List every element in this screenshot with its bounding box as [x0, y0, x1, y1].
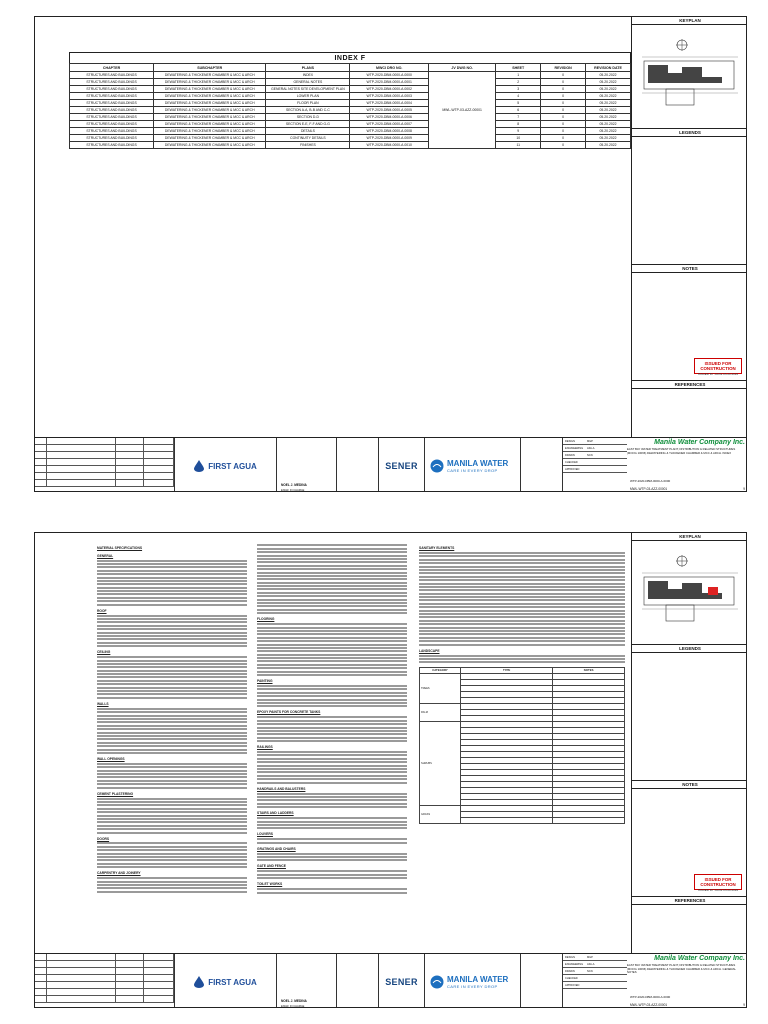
keyplan-drawing — [636, 31, 744, 125]
cell-revision: 0 — [541, 128, 586, 135]
cell-plan: SECTION E-E, F-F AND G-G — [266, 121, 350, 128]
index-row — [70, 107, 631, 114]
cell-revision-date: 05.20.2022 — [586, 86, 631, 93]
cell-plan: CONTINUITY DETAILS — [266, 135, 350, 142]
cell-plan: GENERAL NOTES — [266, 79, 350, 86]
drawing-code: WTP-2020-DBM-0000-A.0000 — [630, 479, 671, 483]
signatory-role: ENGR. IN CHARGE — [281, 489, 305, 492]
heading-roof: ROOF — [97, 608, 107, 613]
signatory-cell — [277, 954, 337, 1008]
cell-chapter: STRUCTURES AND BUILDINGS — [70, 79, 154, 86]
cell-plan: SECTION A-A, B-B AND C-C — [266, 107, 350, 114]
cell-revision: 0 — [541, 121, 586, 128]
drawing-info — [563, 954, 747, 1008]
drawing-number: MWL-WTP-03-AZZ-00001 9 — [630, 1003, 745, 1007]
water-drop-icon — [194, 460, 204, 472]
cell-revision: 0 — [541, 114, 586, 121]
revision-grid — [35, 954, 175, 1008]
heading-wall-openings: WALL OPENINGS — [97, 756, 125, 761]
references-title: REFERENCES — [632, 897, 747, 905]
heading-toilet: TOILET WORKS — [257, 882, 283, 887]
cell-sheet: 5 — [496, 100, 541, 107]
approval-lines: DESIGN MGP ENGINEERING AFA-A DRAWN NCN CHECKED APPROVED — [563, 438, 627, 492]
cell-revision-date: 05.20.2022 — [586, 79, 631, 86]
index-row — [70, 121, 631, 128]
cell-chapter: STRUCTURES AND BUILDINGS — [70, 135, 154, 142]
manila-water-icon — [430, 975, 444, 989]
landscape-cat-shrubs: SHRUBS — [420, 722, 461, 806]
heading-railings: RAILINGS — [257, 745, 273, 750]
client-cell — [521, 438, 563, 492]
cell-mwci-drg: WTP-2020-DBM-0000-A.0009 — [350, 135, 429, 142]
company-name: Manila Water Company Inc. — [654, 955, 745, 962]
cell-subchapter: DEWATERING & THICKENER CHAMBER & MCC & ARCH — [154, 114, 266, 121]
first-agua-logo: FIRST AGUA — [175, 954, 277, 1008]
cell-chapter: STRUCTURES AND BUILDINGS — [70, 86, 154, 93]
index-row — [70, 93, 631, 100]
index-row — [70, 135, 631, 142]
heading-ceiling: CEILING — [97, 650, 111, 655]
heading-sanitary: SANITARY ELEMENTS — [419, 546, 455, 550]
checked-cell — [337, 438, 379, 492]
heading-handrails: HANDRAILS AND BALUSTERS — [257, 786, 306, 791]
cell-plan: GENERAL NOTES SITE DEVELOPMENT PLAN — [266, 86, 350, 93]
water-drop-icon — [194, 976, 204, 988]
cell-sheet: 10 — [496, 135, 541, 142]
cell-sheet: 4 — [496, 93, 541, 100]
cell-chapter: STRUCTURES AND BUILDINGS — [70, 100, 154, 107]
cell-sheet: 3 — [496, 86, 541, 93]
cell-subchapter: DEWATERING & THICKENER CHAMBER & MCC & ARCH — [154, 93, 266, 100]
issued-stamp: ISSUED FOR CONSTRUCTION ISSUED BY DATE 05.20.2022 — [694, 874, 742, 890]
cell-revision: 0 — [541, 79, 586, 86]
col-chapter: CHAPTER — [70, 64, 154, 72]
cell-chapter: STRUCTURES AND BUILDINGS — [70, 128, 154, 135]
cell-sheet: 11 — [496, 142, 541, 149]
notes-box — [632, 789, 747, 897]
cell-revision-date: 05.20.2022 — [586, 107, 631, 114]
cell-subchapter: DEWATERING & THICKENER CHAMBER & MCC & ARCH — [154, 72, 266, 79]
side-panel — [631, 17, 747, 437]
cell-revision: 0 — [541, 107, 586, 114]
index-header-row — [70, 64, 631, 72]
cell-revision: 0 — [541, 135, 586, 142]
cell-mwci-drg: WTP-2020-DBM-0000-A.0004 — [350, 100, 429, 107]
cell-plan: INDEX — [266, 72, 350, 79]
cell-mwci-drg: WTP-2020-DBM-0000-A.0001 — [350, 79, 429, 86]
drawing-area — [35, 533, 631, 953]
cell-revision-date: 05.20.2022 — [586, 135, 631, 142]
client-cell — [521, 954, 563, 1008]
manila-water-icon — [430, 459, 444, 473]
cell-subchapter: DEWATERING & THICKENER CHAMBER & MCC & ARCH — [154, 107, 266, 114]
cell-chapter: STRUCTURES AND BUILDINGS — [70, 142, 154, 149]
sener-logo: SENER — [379, 954, 425, 1008]
index-row — [70, 114, 631, 121]
title-block — [35, 437, 747, 492]
col-sheet: SHEET — [496, 64, 541, 72]
cell-plan: FLOOR PLAN — [266, 100, 350, 107]
cell-revision: 0 — [541, 93, 586, 100]
landscape-cat-grass: GRASS — [420, 806, 461, 824]
keyplan-title: KEYPLAN — [632, 533, 747, 541]
company-name: Manila Water Company Inc. — [654, 439, 745, 446]
cell-revision-date: 05.20.2022 — [586, 128, 631, 135]
cell-mwci-drg: WTP-2020-DBM-0000-A.0000 — [350, 72, 429, 79]
cell-sheet: 1 — [496, 72, 541, 79]
references-box — [632, 389, 747, 429]
issued-stamp: ISSUED FOR CONSTRUCTION ISSUED BY DATE 05.20.2022 — [694, 358, 742, 374]
cell-subchapter: DEWATERING & THICKENER CHAMBER & MCC & ARCH — [154, 128, 266, 135]
cell-revision-date: 05.20.2022 — [586, 142, 631, 149]
heading-epoxy: EPOXY PAINTS FOR CONCRETE TANKS — [257, 710, 321, 715]
landscape-cat-palm: PALM — [420, 704, 461, 722]
cell-sheet: 2 — [496, 79, 541, 86]
drawing-sheet-general-notes — [34, 532, 747, 1008]
heading-general: GENERAL — [97, 553, 114, 558]
signatory-name: NOEL J. MEDINA — [281, 483, 307, 487]
drawing-info — [563, 438, 747, 492]
keyplan — [632, 25, 747, 129]
title-block — [35, 953, 747, 1008]
notes-box — [632, 273, 747, 381]
signatory-role: ENGR. IN CHARGE — [281, 1005, 305, 1008]
landscape-cat-trees: TREES — [420, 674, 461, 704]
col-mwci: MWCI DRG NO. — [350, 64, 429, 72]
heading-walls: WALLS — [97, 701, 109, 706]
side-panel — [631, 533, 747, 953]
cell-chapter: STRUCTURES AND BUILDINGS — [70, 93, 154, 100]
project-title: EAST BAY WATER TREATMENT PLANT, DISTRIBUTION & RELATED STRUCTURES (MOOG 10066) DEWATERING & THICKENER CHAMBER & MCC & ARCH. INDEX — [627, 447, 736, 455]
index-table-wrap — [69, 52, 631, 149]
cell-subchapter: DEWATERING & THICKENER CHAMBER & MCC & ARCH — [154, 79, 266, 86]
cell-revision-date: 05.20.2022 — [586, 121, 631, 128]
heading-material-specs: MATERIAL SPECIFICATIONS — [97, 546, 143, 550]
cell-chapter: STRUCTURES AND BUILDINGS — [70, 72, 154, 79]
landscape-table: CATEGORY TYPE NOTES TREES PALM SHRUBS GRASS — [419, 667, 625, 824]
cell-mwci-drg: WTP-2020-DBM-0000-A.0002 — [350, 86, 429, 93]
cell-revision: 0 — [541, 72, 586, 79]
cell-revision-date: 05.20.2022 — [586, 114, 631, 121]
cell-subchapter: DEWATERING & THICKENER CHAMBER & MCC & ARCH — [154, 121, 266, 128]
keyplan-title: KEYPLAN — [632, 17, 747, 25]
cell-jv-dwg: MWL-WTP-03-AZZ-00001 — [429, 72, 496, 149]
col-subchapter: SUBCHAPTER — [154, 64, 266, 72]
keyplan — [632, 541, 747, 645]
heading-louvers: LOUVERS — [257, 832, 273, 837]
cell-sheet: 9 — [496, 128, 541, 135]
drawing-number: MWL-WTP-03-AZZ-00001 9 — [630, 487, 745, 491]
cell-mwci-drg: WTP-2020-DBM-0000-A.0010 — [350, 142, 429, 149]
col-plans: PLANS — [266, 64, 350, 72]
col-revision: REVISION — [541, 64, 586, 72]
heading-gate: GATE AND FENCE — [257, 864, 286, 869]
checked-cell — [337, 954, 379, 1008]
references-title: REFERENCES — [632, 381, 747, 389]
index-row — [70, 100, 631, 107]
cell-sheet: 7 — [496, 114, 541, 121]
heading-doors: DOORS — [97, 836, 110, 841]
keyplan-drawing — [636, 547, 744, 641]
index-row — [70, 79, 631, 86]
cell-plan: DETAILS — [266, 128, 350, 135]
heading-landscape: LANDSCAPE — [419, 648, 440, 653]
drawing-code: WTP-2020-DBM-0000-A.0000 — [630, 995, 671, 999]
cell-mwci-drg: WTP-2020-DBM-0000-A.0005 — [350, 107, 429, 114]
cell-revision: 0 — [541, 142, 586, 149]
index-title: INDEX F — [69, 52, 631, 63]
cell-revision-date: 05.20.2022 — [586, 93, 631, 100]
legends-box — [632, 653, 747, 781]
notes-column-1 — [97, 543, 247, 894]
cell-mwci-drg: WTP-2020-DBM-0000-A.0008 — [350, 128, 429, 135]
cell-plan: SECTION D-D — [266, 114, 350, 121]
signatory-cell — [277, 438, 337, 492]
col-jv: JV DWG NO. — [429, 64, 496, 72]
heading-carpentry: CARPENTRY AND JOINERY — [97, 871, 141, 876]
cell-mwci-drg: WTP-2020-DBM-0000-A.0007 — [350, 121, 429, 128]
project-title: EAST BAY WATER TREATMENT PLANT, DISTRIBUTION & RELATED STRUCTURES (MOOG 10066) DEWATERING & THICKENER CHAMBER & MCC & ARCH. GENERAL NOTES — [627, 963, 736, 975]
cell-chapter: STRUCTURES AND BUILDINGS — [70, 107, 154, 114]
references-box — [632, 905, 747, 945]
heading-gratings: GRATINGS AND CHAIRS — [257, 846, 296, 851]
heading-stairs: STAIRS AND LADDERS — [257, 811, 294, 816]
signatory-name: NOEL J. MEDINA — [281, 999, 307, 1003]
manila-water-logo: MANILA WATER CARE IN EVERY DROP — [425, 954, 521, 1008]
notes-title: NOTES — [632, 781, 747, 789]
index-row — [70, 72, 631, 79]
cell-subchapter: DEWATERING & THICKENER CHAMBER & MCC & ARCH — [154, 100, 266, 107]
sener-logo: SENER — [379, 438, 425, 492]
cell-subchapter: DEWATERING & THICKENER CHAMBER & MCC & ARCH — [154, 142, 266, 149]
index-row — [70, 142, 631, 149]
cell-subchapter: DEWATERING & THICKENER CHAMBER & MCC & ARCH — [154, 86, 266, 93]
cell-revision: 0 — [541, 100, 586, 107]
cell-sheet: 6 — [496, 107, 541, 114]
index-body — [70, 72, 631, 149]
legends-box — [632, 137, 747, 265]
revision-grid — [35, 438, 175, 492]
cell-revision: 0 — [541, 86, 586, 93]
drawing-area — [35, 17, 631, 437]
manila-water-logo: MANILA WATER CARE IN EVERY DROP — [425, 438, 521, 492]
cell-plan: LOWER PLAN — [266, 93, 350, 100]
notes-title: NOTES — [632, 265, 747, 273]
cell-mwci-drg: WTP-2020-DBM-0000-A.0003 — [350, 93, 429, 100]
approval-lines: DESIGN MGP ENGINEERING AFA-A DRAWN NCN CHECKED APPROVED — [563, 954, 627, 1008]
cell-sheet: 8 — [496, 121, 541, 128]
cell-chapter: STRUCTURES AND BUILDINGS — [70, 121, 154, 128]
cell-subchapter: DEWATERING & THICKENER CHAMBER & MCC & ARCH — [154, 135, 266, 142]
drawing-sheet-index — [34, 16, 747, 492]
index-row — [70, 128, 631, 135]
heading-painting: PAINTING — [257, 679, 273, 684]
legends-title: LEGENDS — [632, 129, 747, 137]
cell-mwci-drg: WTP-2020-DBM-0000-A.0006 — [350, 114, 429, 121]
legends-title: LEGENDS — [632, 645, 747, 653]
heading-cement-plastering: CEMENT PLASTERING — [97, 791, 134, 796]
cell-revision-date: 05.20.2022 — [586, 72, 631, 79]
index-table — [69, 63, 631, 149]
cell-chapter: STRUCTURES AND BUILDINGS — [70, 114, 154, 121]
notes-column-2 — [257, 543, 407, 895]
cell-revision-date: 05.20.2022 — [586, 100, 631, 107]
index-row — [70, 86, 631, 93]
col-revision-date: REVISION DATE — [586, 64, 631, 72]
heading-flooring: FLOORING — [257, 617, 275, 622]
cell-plan: FINISHES — [266, 142, 350, 149]
notes-column-3 — [419, 543, 625, 824]
first-agua-logo: FIRST AGUA — [175, 438, 277, 492]
